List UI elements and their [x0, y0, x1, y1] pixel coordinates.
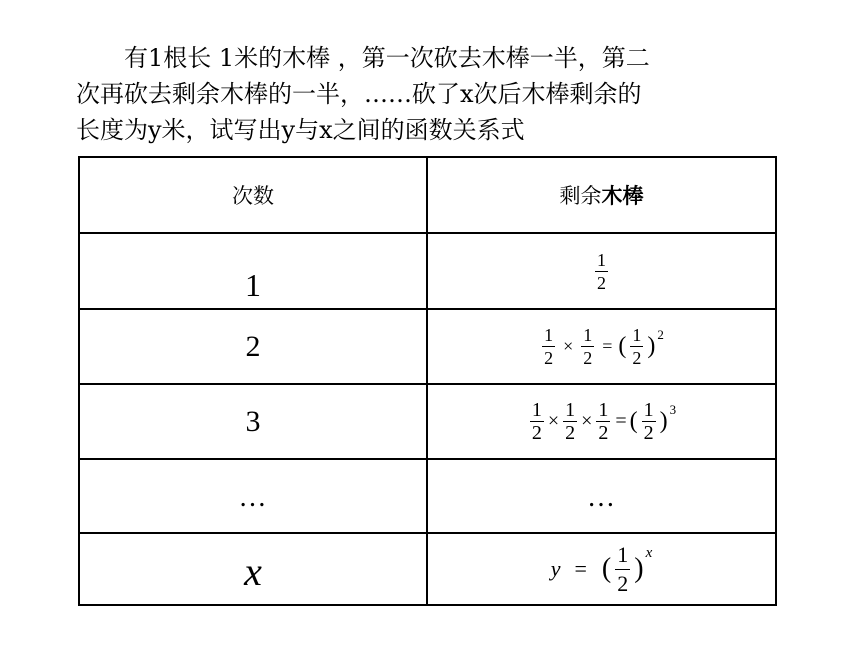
times-sign: ×: [563, 336, 574, 356]
header-count: 次数: [79, 157, 427, 233]
problem-line-1: 有1根长 1米的木棒 ，第一次砍去木棒一半，第二: [124, 44, 650, 72]
fraction: [596, 400, 610, 443]
equals-sign: =: [574, 556, 587, 581]
numerator: 1: [544, 325, 554, 345]
expr-cell: [427, 233, 776, 309]
numerator: 1: [632, 325, 642, 345]
fraction: [563, 400, 577, 443]
count-cell: [79, 233, 427, 309]
exponent: 2: [657, 326, 664, 342]
denominator: 2: [632, 348, 642, 368]
table-row: [79, 309, 776, 384]
data-table: [78, 156, 777, 606]
table-row: [79, 459, 776, 533]
denominator: 2: [643, 422, 654, 444]
header-remaining: [427, 157, 776, 233]
count-cell: [79, 309, 427, 384]
expr-cell: [427, 459, 776, 533]
count-cell: [79, 459, 427, 533]
fraction: [615, 542, 630, 597]
numerator: 1: [565, 399, 576, 421]
fraction: [530, 400, 544, 443]
denominator: 2: [617, 570, 629, 596]
expr-cell: [427, 533, 776, 605]
times-sign: ×: [581, 410, 593, 432]
denominator: 2: [597, 272, 606, 293]
left-paren: (: [618, 333, 627, 359]
problem-line-2: 次再砍去剩余木棒的一半，……砍了x次后木棒剩余的: [76, 80, 642, 108]
fraction: [542, 325, 555, 368]
count-ellipsis: …: [238, 482, 268, 513]
fraction: [642, 400, 656, 443]
equals-sign: =: [602, 336, 613, 356]
denominator: 2: [544, 348, 554, 368]
numerator: 1: [643, 399, 654, 421]
header-remaining-bold: 木棒: [601, 184, 644, 208]
expr-formula: [592, 250, 611, 293]
table-header-row: [79, 157, 776, 233]
equals-sign: =: [615, 410, 627, 432]
right-paren: ): [659, 408, 668, 434]
variable-y: y: [550, 556, 561, 581]
count-value: 2: [245, 329, 261, 363]
problem-line-3: 长度为y米，试写出y与x之间的函数关系式: [76, 116, 525, 144]
count-value: 3: [245, 404, 261, 438]
count-variable-x: x: [244, 548, 262, 594]
header-remaining-prefix: 剩余: [559, 184, 602, 208]
expr-ellipsis: …: [587, 482, 616, 513]
numerator: 1: [597, 249, 606, 270]
expr-formula: [527, 400, 676, 443]
table-row: [79, 533, 776, 605]
expr-formula: [551, 542, 653, 597]
table-row: [79, 384, 776, 459]
right-paren: ): [647, 333, 656, 359]
denominator: 2: [565, 422, 576, 444]
numerator: 1: [583, 325, 593, 345]
denominator: 2: [598, 422, 609, 444]
expr-formula: [539, 325, 664, 368]
denominator: 2: [583, 348, 593, 368]
problem-statement: [76, 40, 776, 148]
numerator: 1: [615, 542, 630, 570]
numerator: 1: [531, 399, 542, 421]
denominator: 2: [531, 422, 542, 444]
table-row: [79, 233, 776, 309]
exponent: x: [645, 544, 653, 561]
left-paren: (: [601, 553, 612, 584]
numerator: 1: [598, 399, 609, 421]
expr-cell: [427, 384, 776, 459]
left-paren: (: [629, 408, 638, 434]
fraction: [630, 325, 643, 368]
fraction: [595, 250, 608, 293]
count-cell: [79, 533, 427, 605]
fraction: [581, 325, 594, 368]
expr-cell: [427, 309, 776, 384]
count-value: 1: [245, 266, 261, 303]
exponent: 3: [669, 401, 677, 417]
right-paren: ): [634, 553, 644, 584]
times-sign: ×: [547, 410, 560, 432]
count-cell: [79, 384, 427, 459]
